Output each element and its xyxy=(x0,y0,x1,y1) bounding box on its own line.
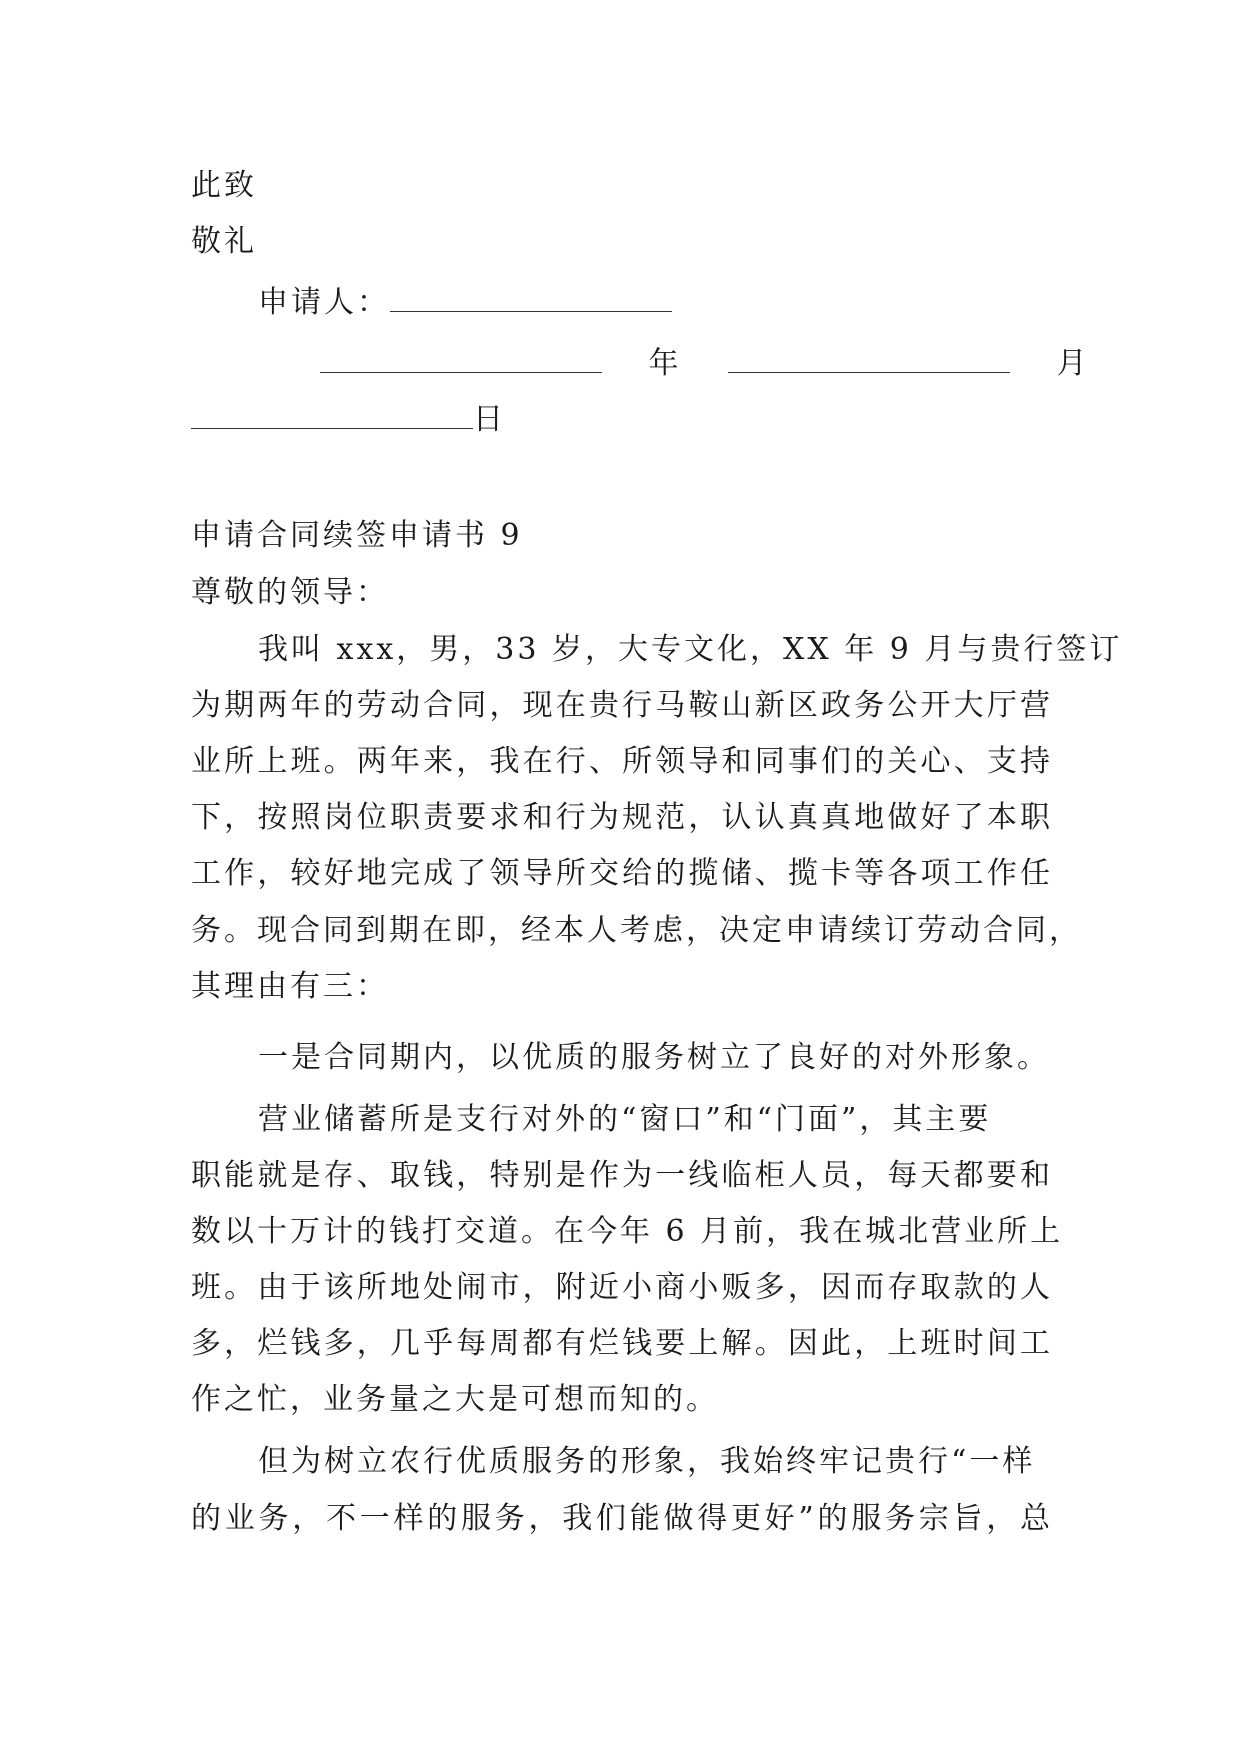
body-line: 务。现合同到期在即，经本人考虑，决定申请续订劳动合同， xyxy=(191,913,1082,948)
applicant-row xyxy=(258,281,672,323)
body-line: 业所上班。两年来，我在行、所领导和同事们的关心、支持 xyxy=(191,744,1053,779)
day-label: 日 xyxy=(473,402,506,437)
date-row xyxy=(320,342,1090,384)
body-line: 多，烂钱多，几乎每周都有烂钱要上解。因此，上班时间工 xyxy=(191,1326,1053,1361)
body-line: 数以十万计的钱打交道。在今年 6 月前，我在城北营业所上 xyxy=(191,1214,1064,1249)
body-line: 下，按照岗位职责要求和行为规范，认认真真地做好了本职 xyxy=(191,800,1053,835)
body-line: 我叫 xxx，男，33 岁，大专文化，XX 年 9 月与贵行签订 xyxy=(258,632,1123,667)
body-line: 作之忙，业务量之大是可想而知的。 xyxy=(191,1382,719,1417)
body-line: 工作，较好地完成了领导所交给的揽储、揽卡等各项工作任 xyxy=(191,856,1053,891)
salutation: 尊敬的领导： xyxy=(191,575,389,610)
applicant-label: 申请人： xyxy=(258,285,390,320)
body-line: 但为树立农行优质服务的形象，我始终牢记贵行“一样 xyxy=(258,1444,1036,1479)
body-line: 的业务，不一样的服务，我们能做得更好”的服务宗旨，总 xyxy=(191,1501,1053,1536)
month-label: 月 xyxy=(1056,346,1090,381)
document-title: 申请合同续签申请书 9 xyxy=(191,518,523,553)
body-line: 营业储蓄所是支行对外的“窗口”和“门面”，其主要 xyxy=(258,1102,992,1137)
body-line: 其理由有三： xyxy=(191,969,389,1004)
month-blank xyxy=(728,342,1010,373)
day-row xyxy=(191,398,506,440)
body-line: 职能就是存、取钱，特别是作为一线临柜人员，每天都要和 xyxy=(191,1158,1053,1193)
body-line: 为期两年的劳动合同，现在贵行马鞍山新区政务公开大厅营 xyxy=(191,688,1053,723)
closing-line-1: 此致 xyxy=(191,168,257,203)
year-label: 年 xyxy=(648,346,682,381)
day-blank xyxy=(191,398,473,429)
applicant-blank xyxy=(390,281,672,312)
closing-line-2: 敬礼 xyxy=(191,224,257,259)
year-blank xyxy=(320,342,602,373)
body-line: 班。由于该所地处闹市，附近小商小贩多，因而存取款的人 xyxy=(191,1270,1053,1305)
body-line: 一是合同期内，以优质的服务树立了良好的对外形象。 xyxy=(258,1040,1050,1075)
